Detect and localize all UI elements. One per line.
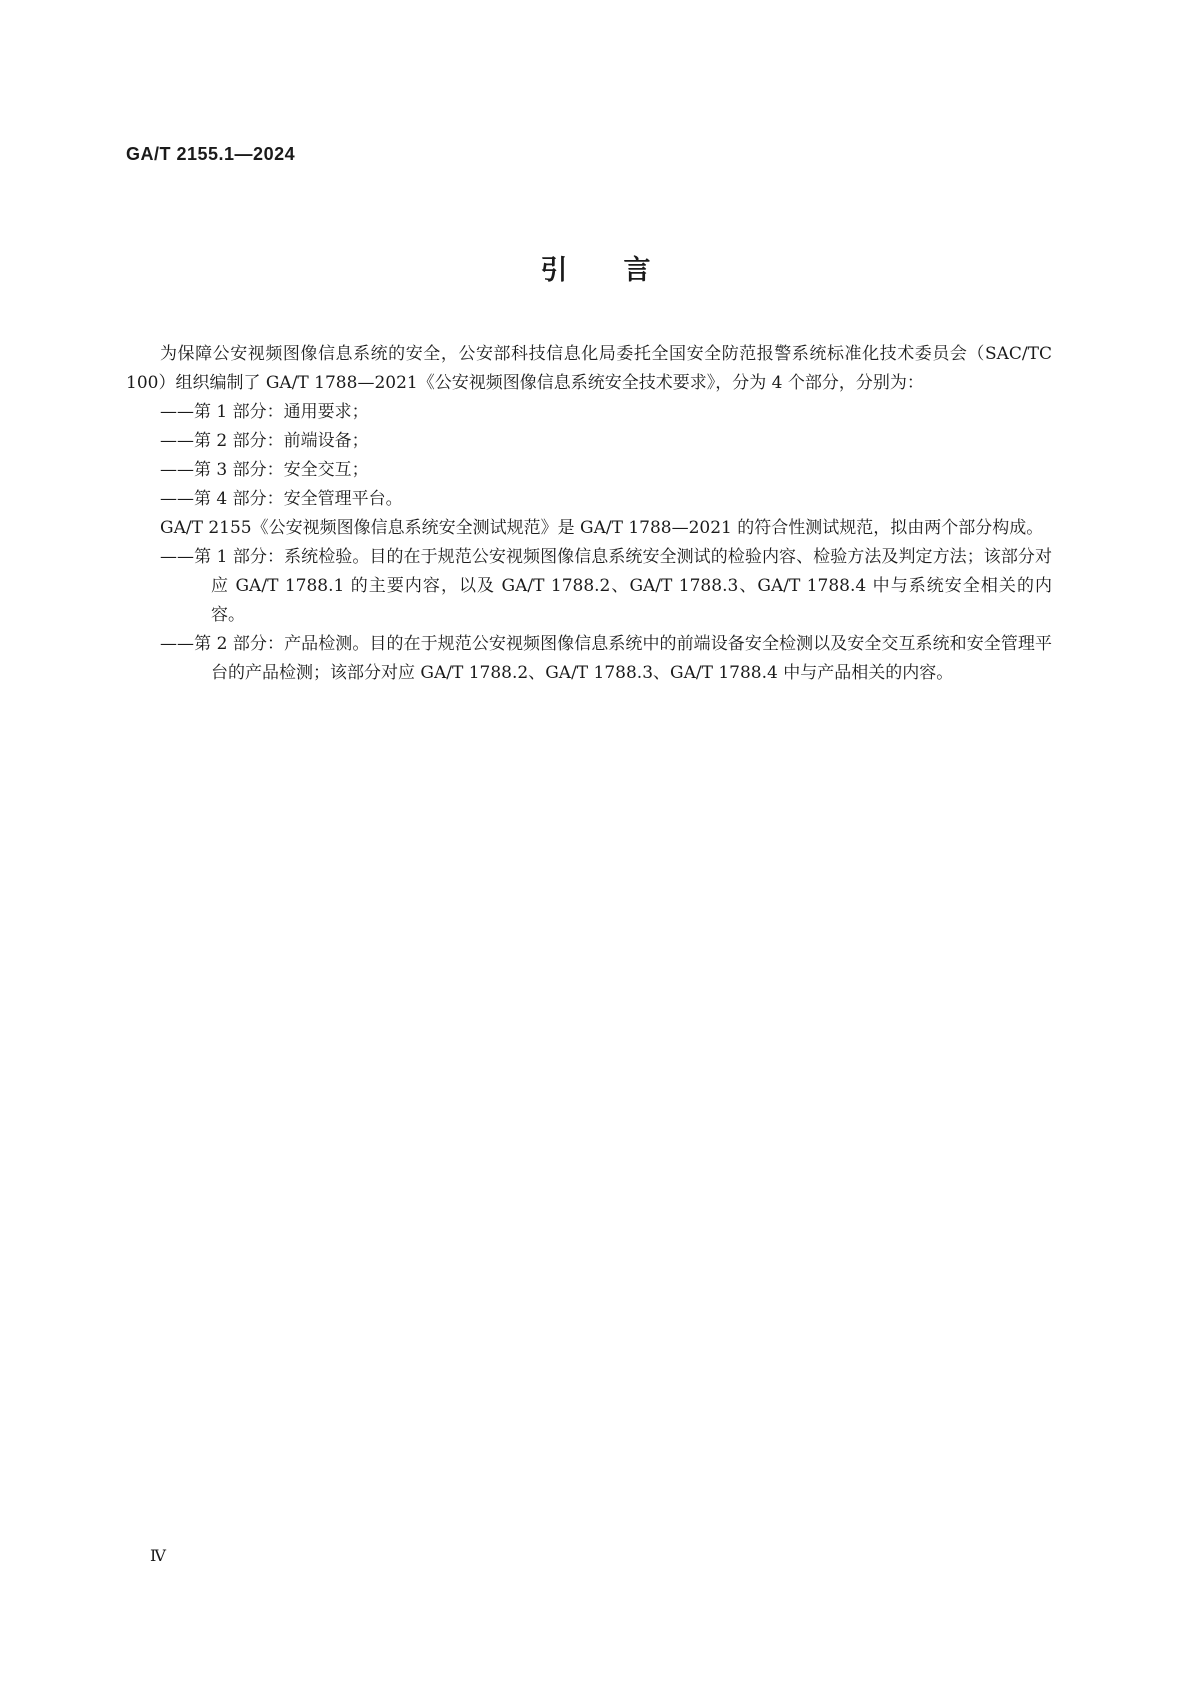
introduction-body [126,340,1052,688]
list-item: ——第 4 部分：安全管理平台。 [160,489,403,509]
page-number: Ⅳ [150,1546,166,1565]
list-item: ——第 1 部分：系统检验。目的在于规范公安视频图像信息系统安全测试的检验内容、检验方法及判定方法；该部分对应 GA/T 1788.1 的主要内容，以及 GA/T 1788.2、GA/T 1788.3、GA/T 1788.4 中与系统安全相关的内容。 [160,547,1052,625]
intro-paragraph-1: 为保障公安视频图像信息系统的安全，公安部科技信息化局委托全国安全防范报警系统标准化技术委员会（SAC/TC 100）组织编制了 GA/T 1788—2021《公安视频图像信息系统安全技术要求》，分为 4 个部分，分别为： [126,344,1052,393]
list-item: ——第 2 部分：前端设备； [160,431,369,451]
list-item: ——第 1 部分：通用要求； [160,402,369,422]
standard-code-header: GA/T 2155.1—2024 [126,144,296,164]
page-title: 引言 [540,255,707,286]
intro-paragraph-2: GA/T 2155《公安视频图像信息系统安全测试规范》是 GA/T 1788—2021 的符合性测试规范，拟由两个部分构成。 [160,518,1044,538]
list-item: ——第 3 部分：安全交互； [160,460,369,480]
list-item: ——第 2 部分：产品检测。目的在于规范公安视频图像信息系统中的前端设备安全检测以及安全交互系统和安全管理平台的产品检测；该部分对应 GA/T 1788.2、GA/T 1788.3、GA/T 1788.4 中与产品相关的内容。 [160,634,1052,683]
